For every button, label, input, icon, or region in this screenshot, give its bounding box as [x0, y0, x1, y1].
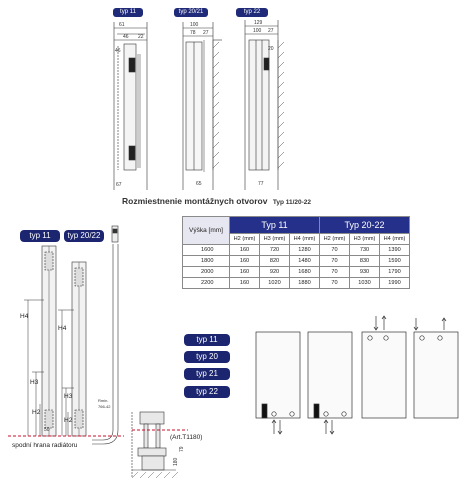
small-note-2: 766-42 [98, 404, 111, 409]
table-cell: 70 [320, 256, 350, 267]
table-cell: 1880 [290, 278, 320, 289]
table-cell: 1030 [350, 278, 380, 289]
caption-sub: Typ 11/20-22 [272, 199, 312, 206]
type-label-typ22-top: typ 22 [236, 8, 268, 17]
dim-typ22-bottom: 77 [258, 181, 264, 187]
type-label-typ11-top: typ 11 [113, 8, 143, 17]
table-subheader: H2 (mm) [230, 234, 260, 245]
table-cell: 160 [230, 245, 260, 256]
dim-typ22-top: 20 [268, 46, 274, 52]
table-cell: 1590 [380, 256, 410, 267]
table-cell: 70 [320, 245, 350, 256]
label-h3-right: H3 [64, 393, 73, 400]
table-cell: 70 [320, 278, 350, 289]
dim-typ11-w2: 46 [123, 34, 129, 40]
dim-typ20-w1: 100 [190, 22, 199, 28]
table-subheader: H3 (mm) [350, 234, 380, 245]
table-subheader: H4 (mm) [380, 234, 410, 245]
dim-typ20-w2: 78 [190, 30, 196, 36]
label-h2-left: H2 [32, 409, 41, 416]
table-cell-height: 1800 [183, 256, 230, 267]
table-cell: 1480 [290, 256, 320, 267]
table-subheader: H2 (mm) [320, 234, 350, 245]
caption-main: Rozmiestnenie montážnych otvorov [122, 196, 268, 206]
dim-typ22-w3: 27 [268, 28, 274, 34]
table-header-typ11: Typ 11 [230, 217, 320, 234]
type-label-typ11-right: typ 11 [184, 334, 230, 346]
art-label: (Art.T1180) [170, 434, 203, 441]
table-header-height: Výška [mm] [183, 217, 230, 245]
dim-180: 180 [173, 457, 179, 466]
type-label-typ20-21-top: typ 20/21 [174, 8, 208, 17]
table-cell-height: 2000 [183, 267, 230, 278]
type-label-typ11-left: typ 11 [20, 230, 60, 242]
dim-typ11-w1: 61 [119, 22, 125, 28]
table-cell: 1020 [260, 278, 290, 289]
table-cell: 1280 [290, 245, 320, 256]
small-note-1: Rmin. [98, 398, 109, 403]
table-cell: 720 [260, 245, 290, 256]
type-label-typ20-right: typ 20 [184, 351, 230, 363]
table-subheader: H4 (mm) [290, 234, 320, 245]
table-header-typ20-22: Typ 20-22 [320, 217, 410, 234]
table-cell: 820 [260, 256, 290, 267]
table-cell: 1680 [290, 267, 320, 278]
label-h3-left: H3 [30, 379, 39, 386]
scheme-panel-4 [414, 318, 458, 418]
type-label-typ20-22-left: typ 20/22 [64, 230, 104, 242]
dim-bottom-50: 50 [44, 427, 50, 433]
type-label-typ21-right: typ 21 [184, 368, 230, 380]
label-h4-left: H4 [20, 313, 29, 320]
table-subheader: H3 (mm) [260, 234, 290, 245]
dim-typ11-bottom: 67 [116, 182, 122, 188]
type-label-typ22-right: typ 22 [184, 386, 230, 398]
dim-typ22-w2: 100 [253, 28, 262, 34]
table-cell: 730 [350, 245, 380, 256]
table-cell-height: 2200 [183, 278, 230, 289]
dim-typ11-w3: 22 [138, 34, 144, 40]
table-cell: 920 [260, 267, 290, 278]
table-cell: 1990 [380, 278, 410, 289]
table-cell-height: 1600 [183, 245, 230, 256]
table-cell: 160 [230, 278, 260, 289]
scheme-panel-2 [308, 332, 352, 434]
table-cell: 160 [230, 256, 260, 267]
dim-typ20-w3: 27 [203, 30, 209, 36]
label-h4-right: H4 [58, 325, 67, 332]
dim-typ22-w1: 129 [254, 20, 263, 26]
label-h2-right: H2 [64, 417, 73, 424]
scheme-panel-3 [362, 316, 406, 418]
dim-79: 79 [179, 446, 185, 452]
table-cell: 160 [230, 267, 260, 278]
table-cell: 1390 [380, 245, 410, 256]
table-cell: 1790 [380, 267, 410, 278]
dim-typ11-top: 46 [115, 48, 121, 54]
table-cell: 930 [350, 267, 380, 278]
dim-typ20-bottom: 65 [196, 181, 202, 187]
scheme-panel-1 [256, 332, 300, 434]
table-cell: 830 [350, 256, 380, 267]
bottom-edge-caption: spodní hrana radiátoru [12, 442, 78, 449]
table-cell: 70 [320, 267, 350, 278]
